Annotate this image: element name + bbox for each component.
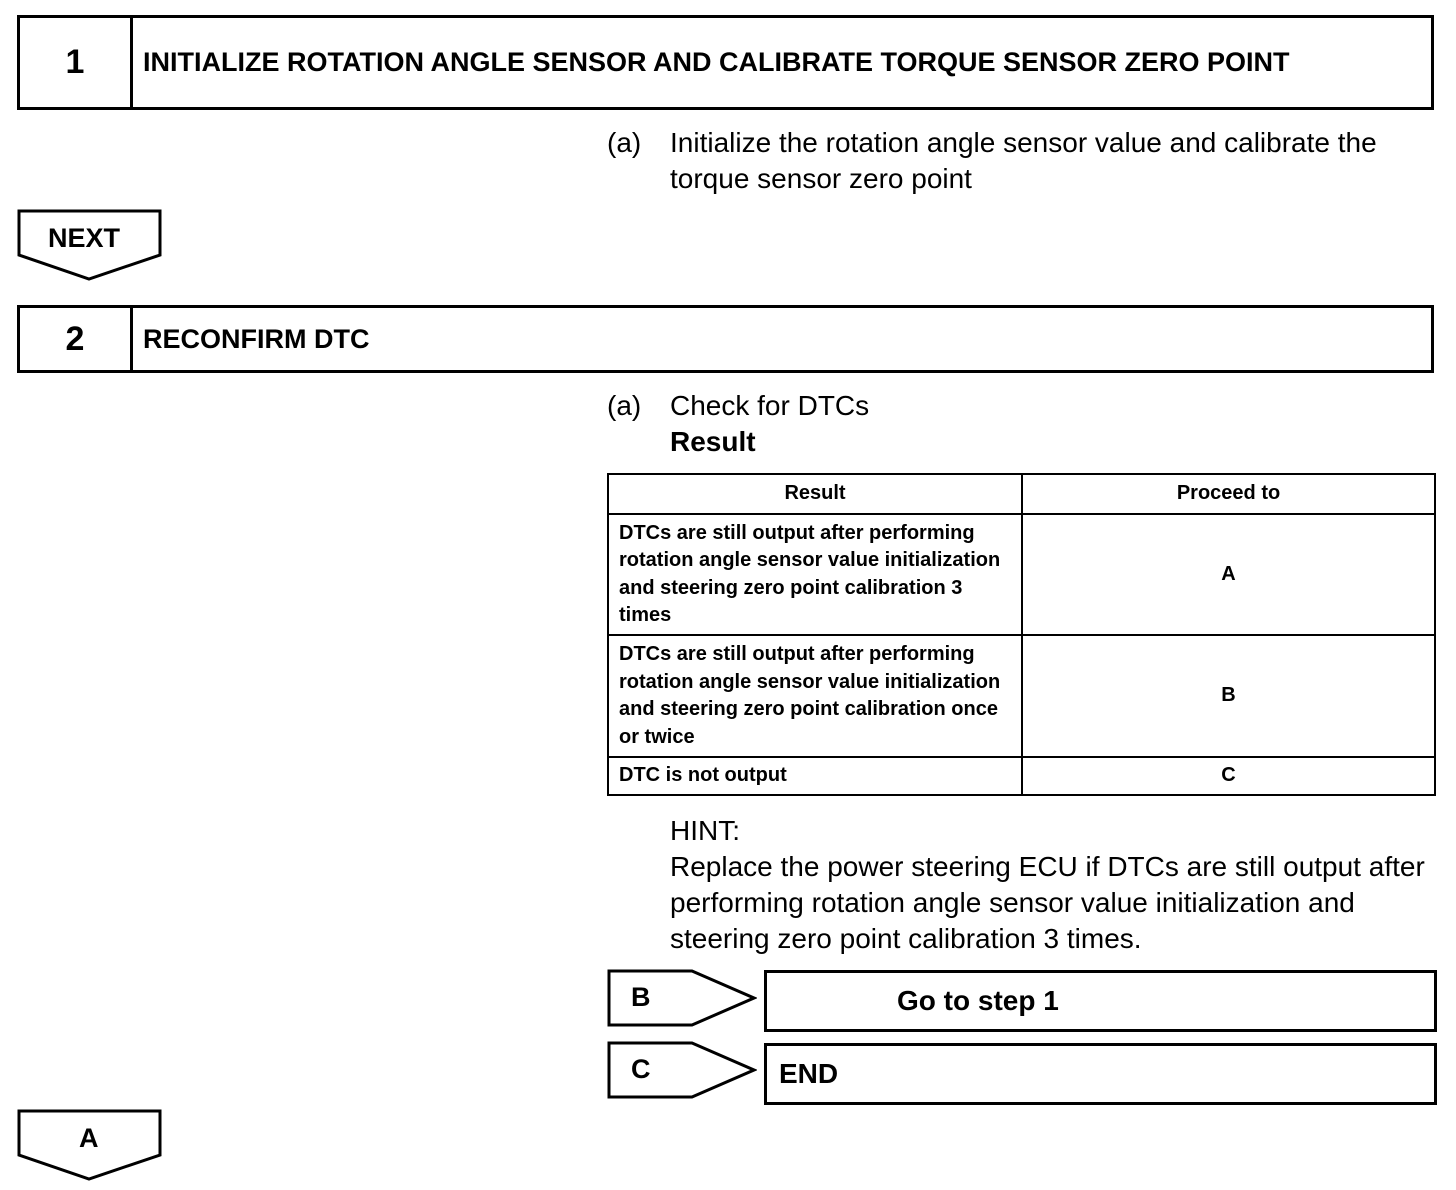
step-2-header bbox=[17, 305, 1434, 373]
branch-b-action bbox=[764, 970, 1437, 1032]
result-table bbox=[607, 473, 1436, 796]
row-proceed: A bbox=[1022, 514, 1435, 635]
step-1-instruction bbox=[607, 125, 1437, 200]
branch-a-button[interactable] bbox=[17, 1109, 162, 1183]
header-result: Result bbox=[608, 474, 1022, 514]
branch-a-label: A bbox=[79, 1123, 99, 1153]
table-header-row bbox=[608, 474, 1435, 514]
hint-label: HINT: bbox=[670, 815, 740, 846]
row-result: DTC is not output bbox=[608, 757, 1022, 795]
row-result: DTCs are still output after performing rotation angle sensor value initialization and steering zero point calibration 3 times bbox=[608, 514, 1022, 635]
branch-b-code: B bbox=[631, 982, 651, 1012]
next-button[interactable] bbox=[17, 209, 162, 283]
step-2-instruction-text: Check for DTCs bbox=[670, 390, 870, 421]
branch-c-action-text: END bbox=[779, 1058, 839, 1089]
step-1-number: 1 bbox=[20, 18, 133, 107]
hint-block bbox=[670, 813, 1440, 957]
table-row bbox=[608, 635, 1435, 757]
branch-c-code: C bbox=[631, 1054, 651, 1084]
right-arrow-icon bbox=[607, 1041, 757, 1101]
step-1-instruction-label: (a) bbox=[607, 127, 642, 158]
row-result: DTCs are still output after performing rotation angle sensor value initialization and steering zero point calibration once or twice bbox=[608, 635, 1022, 757]
branch-c-action bbox=[764, 1043, 1437, 1105]
result-heading: Result bbox=[670, 426, 756, 457]
branch-c-button[interactable] bbox=[607, 1041, 757, 1101]
row-proceed: C bbox=[1022, 757, 1435, 795]
branch-b-button[interactable] bbox=[607, 969, 757, 1029]
step-2-title: RECONFIRM DTC bbox=[143, 323, 370, 354]
row-proceed: B bbox=[1022, 635, 1435, 757]
next-label: NEXT bbox=[48, 223, 121, 253]
table-row bbox=[608, 757, 1435, 795]
branch-b-action-text: Go to step 1 bbox=[897, 985, 1059, 1016]
step-2-instruction bbox=[607, 388, 1437, 463]
table-row bbox=[608, 514, 1435, 635]
header-proceed-to: Proceed to bbox=[1022, 474, 1435, 514]
right-arrow-icon bbox=[607, 969, 757, 1029]
step-2-number: 2 bbox=[20, 308, 133, 370]
step-2-instruction-label: (a) bbox=[607, 390, 642, 421]
step-1-header bbox=[17, 15, 1434, 110]
step-1-title: INITIALIZE ROTATION ANGLE SENSOR AND CALIBRATE TORQUE SENSOR ZERO POINT bbox=[143, 47, 1290, 77]
hint-text: Replace the power steering ECU if DTCs are still output after performing rotation angle sensor value initialization and steering zero point calibration 3 times. bbox=[670, 851, 1425, 954]
step-1-instruction-text: Initialize the rotation angle sensor value and calibrate the torque sensor zero point bbox=[670, 127, 1377, 194]
